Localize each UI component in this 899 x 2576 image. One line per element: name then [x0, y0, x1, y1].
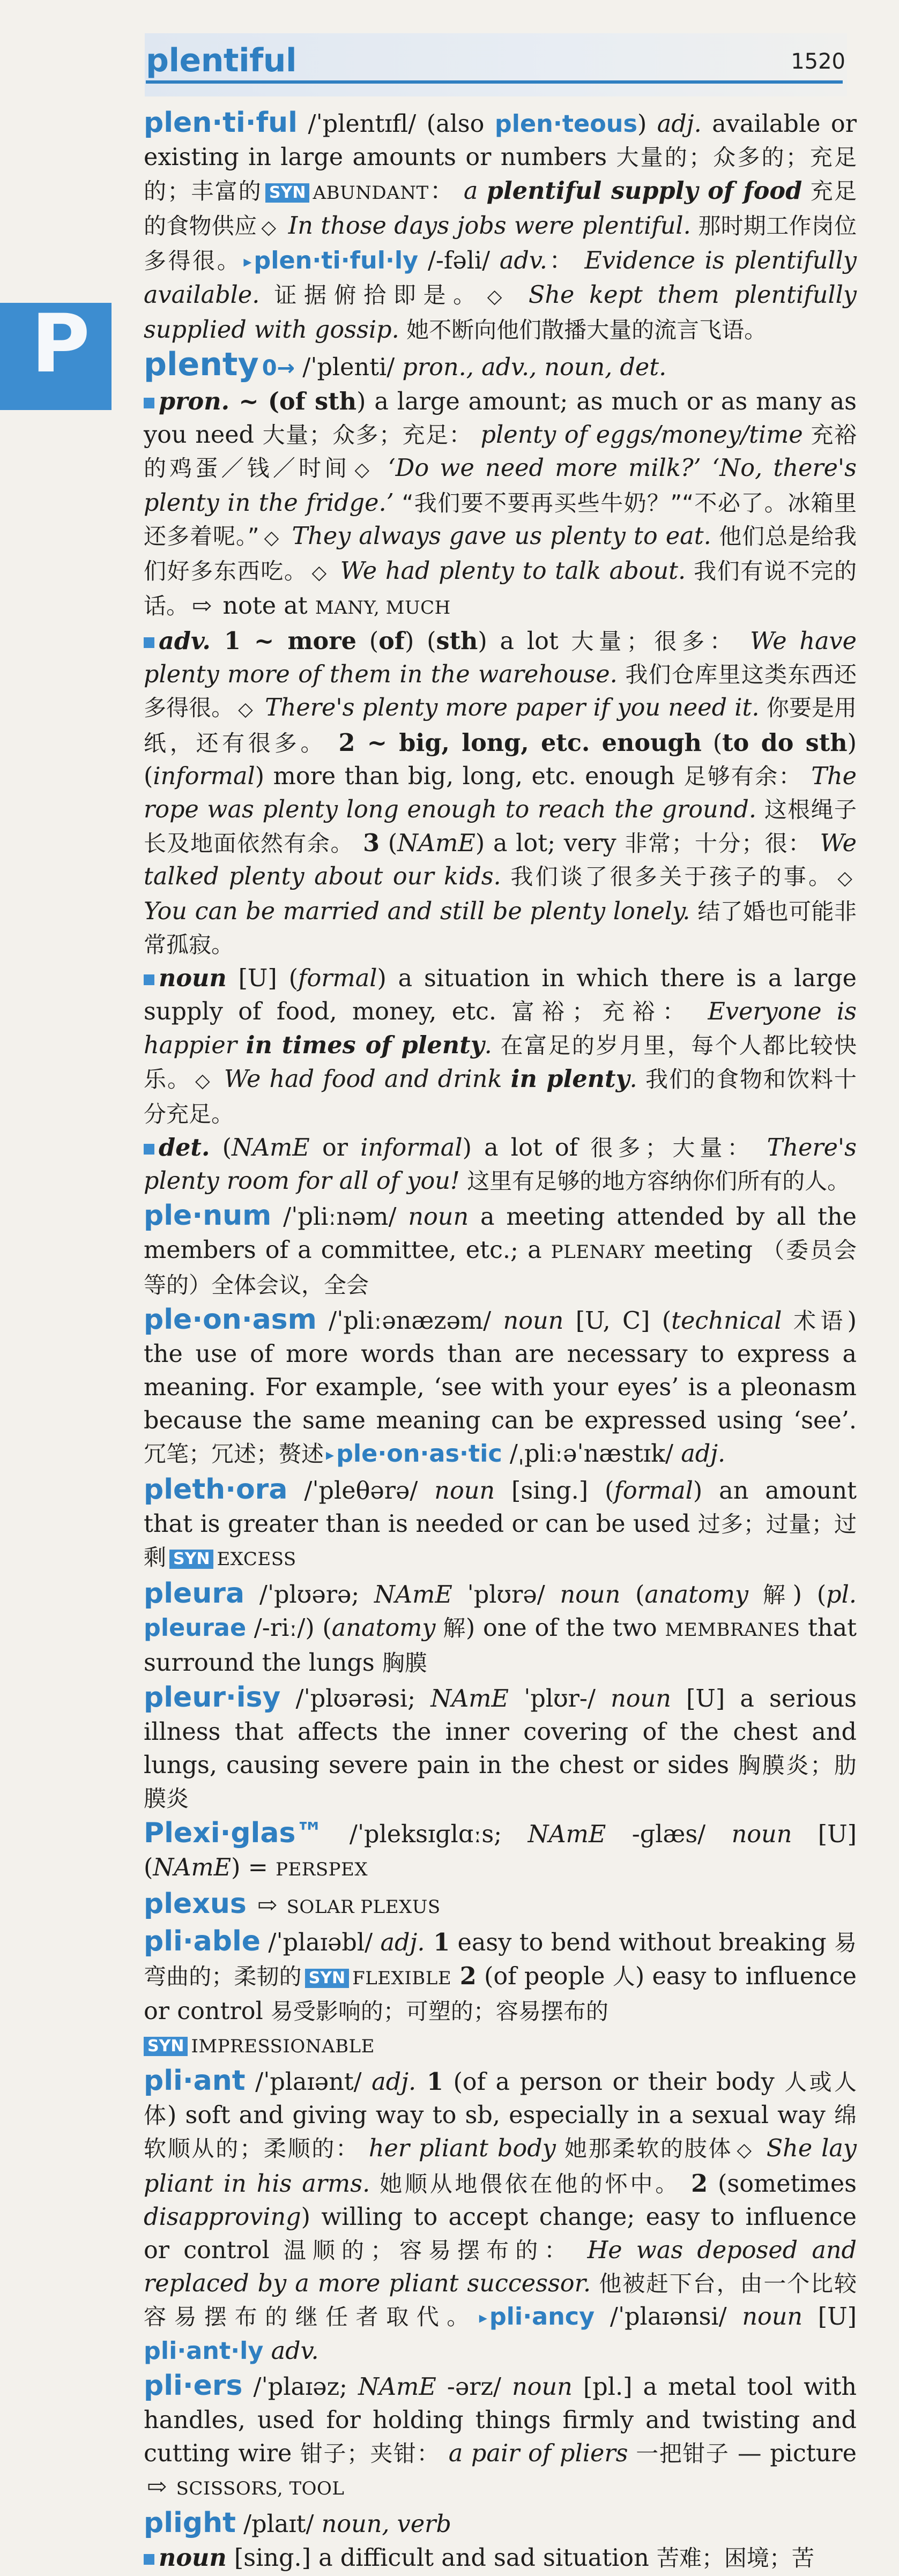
- sense-pron: [144, 385, 857, 624]
- headword: plight: [144, 2507, 236, 2539]
- derivative-marker-icon: ▸: [243, 252, 252, 271]
- region-label: NAmE: [430, 1685, 509, 1713]
- sense-marker-icon: [144, 1144, 154, 1155]
- derivative-marker-icon: ▸: [326, 1446, 335, 1464]
- example: a pair of pliers: [440, 2440, 628, 2467]
- region-label: NAmE: [358, 2373, 436, 2401]
- thumb-index-letter: P: [31, 297, 90, 391]
- text: or: [309, 1134, 361, 1162]
- part-of-speech: pron., adv., noun, det.: [402, 354, 667, 381]
- translation: 人或人体: [144, 2069, 857, 2128]
- part-of-speech: noun: [408, 1203, 469, 1231]
- definition: [U] a serious illness that affects the inner covering of the chest and lungs, causing severe pain in the chest or sides: [144, 1685, 857, 1779]
- synonym-word: FLEXIBLE: [352, 1968, 452, 1989]
- entry-pleura: [144, 1577, 857, 1680]
- derivative-marker-icon: ▸: [479, 2309, 487, 2327]
- entry-plexiglas: [144, 1816, 857, 1886]
- sense-number: 1: [210, 627, 241, 655]
- headword: pli·able: [144, 1925, 261, 1957]
- headword: pleur·isy: [144, 1681, 281, 1714]
- entry-plenty: [144, 348, 857, 1198]
- translation: 术语: [782, 1308, 848, 1334]
- example-separator: ◇: [238, 698, 253, 720]
- translation: 一把钳子: [628, 2440, 730, 2467]
- entry-plenum: [144, 1199, 857, 1302]
- text: /ˈpleksɪɡlɑːs;: [323, 1821, 528, 1848]
- region-label: NAmE: [232, 1134, 310, 1162]
- example: We had food and drink: [215, 1066, 511, 1093]
- translation: （委员会等的）全体会议，全会: [144, 1237, 857, 1298]
- sense-marker-icon: [144, 637, 154, 648]
- headword: pleth·ora: [144, 1473, 288, 1506]
- text: [U, C] (: [563, 1307, 672, 1335]
- part-of-speech: noun: [742, 2303, 803, 2331]
- text: ) (: [144, 729, 857, 790]
- definition: ) a lot of: [462, 1134, 591, 1162]
- example: He was deposed and replaced by a more pliant successor.: [144, 2237, 857, 2297]
- part-of-speech: adj.: [657, 110, 702, 138]
- example: There's plenty more paper if you need it.: [257, 694, 760, 721]
- text: /ˈplenti/: [295, 354, 403, 381]
- region-label: NAmE: [527, 1821, 606, 1848]
- headword: pli·ant: [144, 2065, 246, 2097]
- part-of-speech: pron.: [159, 388, 230, 415]
- guide-word: plentiful: [146, 42, 297, 79]
- headword: ple·on·asm: [144, 1304, 317, 1336]
- part-of-speech: noun: [560, 1581, 621, 1609]
- entry-pleurisy: [144, 1681, 857, 1815]
- translation: 胸膜: [382, 1650, 427, 1676]
- cross-reference-arrow-icon: ⇨: [192, 592, 212, 620]
- region-label: NAmE: [374, 1581, 452, 1609]
- synonym-word: IMPRESSIONABLE: [191, 2036, 375, 2057]
- definition: ) a lot: [478, 628, 571, 655]
- headword: Plexi·glas™: [144, 1817, 324, 1849]
- sense-number: 2: [451, 1962, 477, 1990]
- text: (: [380, 830, 398, 857]
- text: (: [620, 1581, 645, 1609]
- example: She kept them plentifully supplied with gossip.: [144, 281, 857, 344]
- example: .: [629, 1066, 637, 1093]
- sense-noun: [144, 962, 857, 1131]
- cross-reference: MANY, MUCH: [315, 597, 451, 619]
- translation: 苦难；困境；苦: [656, 2545, 814, 2571]
- text: /ˈplaɪənt/: [245, 2068, 372, 2096]
- text: /ˈplʊərəsi;: [280, 1685, 431, 1713]
- translation: 很多；大量：: [590, 1135, 755, 1161]
- example-separator: ◇: [487, 286, 510, 308]
- synonym-badge: SYN: [169, 1550, 213, 1569]
- definition: ) easy to influence or control: [144, 1963, 857, 2025]
- translation: 大量；众多；充足：: [262, 422, 472, 448]
- translation: 那时期工作岗位多得很。: [144, 213, 857, 274]
- cross-reference-arrow-icon: ⇨: [147, 2473, 167, 2500]
- translation: 充裕的鸡蛋／钱／时间: [144, 422, 857, 481]
- translation: 充足的食物供应: [144, 178, 857, 239]
- grammar-pattern: of sth: [279, 388, 357, 415]
- translation: 你要是用纸，还有很多。: [144, 695, 857, 756]
- text: /ˈpliːənæzəm/: [316, 1307, 503, 1335]
- translation: 我们谈了很多关于孩子的事。: [501, 863, 834, 890]
- page-number: 1520: [791, 49, 845, 74]
- example-separator: ◇: [837, 867, 852, 889]
- example: We talked plenty about our kids.: [144, 830, 857, 890]
- headword: pleura: [144, 1577, 245, 1610]
- translation: 钳子；夹钳：: [300, 2440, 441, 2467]
- translation: “我们要不要再买些牛奶？”“不必了。冰箱里还多着呢。”: [144, 490, 857, 549]
- derivative-headword: pli·ancy: [489, 2303, 595, 2331]
- grammar-pattern: sth: [436, 627, 478, 655]
- example: We have plenty more of them in the warehouse.: [144, 628, 857, 688]
- translation: 胸膜炎；肋膜炎: [144, 1752, 857, 1812]
- subject-label: anatomy: [644, 1581, 749, 1609]
- grammar-label: pl.: [826, 1581, 857, 1609]
- cross-reference: PERSPEX: [276, 1859, 368, 1880]
- translation: 大量的；众多的；充足的；丰富的: [144, 144, 857, 204]
- part-of-speech: noun, verb: [321, 2511, 451, 2538]
- text: [U] (: [144, 1821, 857, 1881]
- translation: 非常；十分；很：: [625, 830, 812, 857]
- entry-column: [144, 106, 857, 2575]
- translation: 解: [435, 1615, 466, 1641]
- part-of-speech: adj.: [681, 1440, 726, 1468]
- text: ˈplʊrə/: [452, 1581, 560, 1609]
- example: plenty of eggs/money/time: [472, 421, 803, 449]
- entry-pliers: [144, 2369, 857, 2505]
- entry-plexus: [144, 1887, 857, 1924]
- text: -ərz/: [436, 2373, 512, 2401]
- definition: that surround the lungs: [144, 1614, 857, 1677]
- translation: 结了婚也可能非常孤寂。: [144, 898, 857, 958]
- headword: plenty: [144, 346, 259, 383]
- entry-plethora: [144, 1473, 857, 1576]
- translation: 冗笔；冗述；赘述: [144, 1441, 324, 1467]
- translation: 她不断向他们散播大量的流言飞语。: [399, 317, 767, 343]
- sense-adv: [144, 624, 857, 962]
- part-of-speech: noun: [611, 1685, 671, 1713]
- example: There's plenty room for all of you!: [144, 1134, 857, 1195]
- text: ：: [428, 177, 464, 205]
- definition: [pl.] a metal tool with handles, used for holding things firmly and twisting and cutting wire: [144, 2373, 857, 2467]
- translation: 过多；过量；过剩: [144, 1511, 857, 1570]
- definition: (of a person or their body: [443, 2068, 785, 2096]
- text: [sing.] (: [495, 1477, 614, 1505]
- example: .: [484, 1032, 492, 1059]
- grammar-pattern: of: [378, 627, 405, 655]
- example: a: [463, 177, 487, 205]
- example-separator: ◇: [263, 527, 280, 549]
- part-of-speech: noun: [731, 1821, 792, 1848]
- text: note at: [215, 592, 315, 620]
- definition: ) a lot; very: [475, 830, 625, 857]
- synonym-word: EXCESS: [217, 1548, 296, 1570]
- sense-marker-icon: [144, 974, 154, 985]
- synonym-word: ABUNDANT: [313, 182, 429, 204]
- translation: 证据俯拾即是。: [259, 282, 483, 308]
- part-of-speech: noun: [434, 1477, 495, 1505]
- register-label: informal: [360, 1134, 463, 1162]
- translation: 大量；很多：: [571, 628, 738, 654]
- text: [U]: [803, 2303, 857, 2331]
- text: /ˈplaɪənsi/: [595, 2303, 742, 2331]
- text: [U] (: [226, 965, 298, 992]
- derivative-headword: ple·on·as·tic: [336, 1440, 502, 1468]
- headword: pli·ers: [144, 2370, 243, 2402]
- translation: 绵软顺从的；柔顺的：: [144, 2102, 857, 2162]
- text: (: [701, 729, 723, 757]
- definition: ) an amount that is greater than is needed or can be used: [144, 1477, 857, 1538]
- translation: 他被赶下台，由一个比较容易摆布的继任者取代。: [144, 2270, 857, 2330]
- text: /ˌpliːəˈnæstɪk/: [502, 1440, 681, 1468]
- translation: 解: [748, 1582, 793, 1608]
- example-separator: ◇: [354, 459, 373, 481]
- part-of-speech: adv.: [271, 2337, 319, 2365]
- text: ) (: [404, 628, 436, 655]
- translation: 易受影响的；可塑的；容易摆布的: [270, 1998, 608, 2024]
- text: — picture: [729, 2440, 857, 2467]
- text: /ˈplaɪəbl/: [261, 1929, 381, 1956]
- sense-number: 2: [326, 729, 355, 757]
- translation: 易弯曲的；柔韧的: [144, 1930, 857, 1990]
- part-of-speech: adv.: [499, 247, 547, 274]
- example: You can be married and still be plenty lonely.: [144, 898, 690, 925]
- part-of-speech: adv.: [159, 627, 211, 655]
- sense-det: [144, 1131, 857, 1198]
- derivative-headword: plen·ti·ful·ly: [254, 247, 419, 274]
- example: She lay pliant in his arms.: [144, 2135, 857, 2198]
- text: (: [210, 1134, 232, 1162]
- translation: 我们有说不完的话。: [144, 558, 857, 619]
- part-of-speech: noun: [159, 964, 227, 992]
- example-collocation: in times of plenty: [246, 1031, 485, 1059]
- text: /-riː/) (: [246, 1614, 332, 1642]
- text: /ˈplʊərə;: [244, 1581, 375, 1609]
- definition: ) the use of more words than are necessary to express a meaning. For example, ‘see with your eyes’ is a pleonasm because the same meaning can be expressed using ‘see’.: [144, 1307, 857, 1434]
- translation: 这根绳子长及地面依然有余。: [144, 796, 857, 857]
- part-of-speech: noun: [512, 2373, 573, 2401]
- text: ) =: [231, 1854, 276, 1881]
- text: ：: [547, 247, 585, 274]
- definition: ) a situation in which there is a large supply of food, money, etc.: [144, 965, 857, 1025]
- entry-pleonasm: [144, 1303, 857, 1472]
- cross-reference: SCISSORS, TOOL: [170, 2478, 345, 2499]
- part-of-speech: noun: [159, 2544, 227, 2572]
- definition: ) one of the two: [465, 1614, 665, 1642]
- definition: ) a large amount; as much or as many as you need: [144, 388, 857, 449]
- cross-reference: PLENARY: [551, 1241, 645, 1263]
- sense-marker-icon: [144, 2554, 154, 2565]
- example-separator: ◇: [261, 217, 277, 239]
- cross-reference-arrow-icon: ⇨: [257, 1892, 278, 1919]
- example-separator: ◇: [195, 1070, 211, 1092]
- part-of-speech: noun: [503, 1307, 564, 1335]
- key-word-icon: 0→: [262, 356, 295, 381]
- text: ˈplʊr-/: [508, 1685, 611, 1713]
- example: We had plenty to talk about.: [331, 557, 686, 585]
- example: her pliant body: [359, 2135, 556, 2162]
- text: meeting: [644, 1237, 762, 1264]
- headword: ple·num: [144, 1200, 272, 1232]
- sense-number: 3: [354, 829, 380, 857]
- translation: 在富足的岁月里，每个人都比较快乐。: [144, 1032, 857, 1092]
- sense-number: 1: [425, 1929, 450, 1956]
- text: /plaɪt/: [235, 2511, 322, 2538]
- region-label: NAmE: [397, 830, 475, 857]
- text: /-fəli/: [418, 247, 500, 274]
- register-label: formal: [614, 1477, 693, 1505]
- definition: (of people: [476, 1963, 613, 1990]
- derivative-headword: pli·ant·ly: [144, 2337, 264, 2365]
- header-rule: [146, 80, 843, 84]
- example: ‘Do we need more milk?’ ‘No, there's plenty in the fridge.’: [144, 455, 857, 517]
- definition: available or existing in large amounts or numbers: [144, 110, 857, 171]
- synonym-badge: SYN: [305, 1969, 349, 1988]
- text: /ˈpliːnəm/: [271, 1203, 408, 1231]
- text: /ˈplentɪfl/ (also: [298, 110, 495, 138]
- region-label: NAmE: [153, 1854, 232, 1881]
- text: -ɡlæs/: [606, 1821, 732, 1848]
- headword: plexus: [144, 1888, 247, 1920]
- part-of-speech: adj.: [372, 2068, 417, 2096]
- register-label: formal: [298, 965, 377, 992]
- definition: easy to bend without breaking: [450, 1929, 834, 1956]
- cross-reference: MEMBRANES: [665, 1619, 800, 1641]
- example: Evidence is plentifully available.: [144, 247, 857, 309]
- example-collocation: plentiful supply of food: [486, 177, 803, 205]
- grammar-pattern: ~ big, long, etc. enough: [355, 729, 702, 757]
- subject-label: anatomy: [331, 1614, 436, 1642]
- text: (: [356, 628, 379, 655]
- cross-reference: SOLAR PLEXUS: [280, 1896, 441, 1918]
- sense-noun: [144, 2541, 857, 2575]
- synonym-badge: SYN: [265, 183, 309, 203]
- translation: 足够有余：: [683, 763, 803, 790]
- translation: 我们仓库里这类东西还多得很。: [144, 661, 857, 721]
- translation: 人: [612, 1963, 635, 1990]
- definition: ) soft and giving way to sb, especially in a sexual way: [167, 2102, 834, 2129]
- translation: 这里有足够的地方容纳你们所有的人。: [459, 1168, 850, 1194]
- example: In those days jobs were plentiful.: [280, 212, 691, 240]
- sense-number: 2: [680, 2170, 708, 2198]
- text: /ˈplaɪəz;: [242, 2373, 359, 2401]
- definition: ) willing to accept change; easy to influence or control: [144, 2203, 857, 2264]
- translation: 她那柔软的肢体: [555, 2135, 733, 2162]
- text: ~ (: [229, 388, 279, 415]
- headword: plen·ti·ful: [144, 107, 298, 139]
- synonym-badge: SYN: [144, 2037, 188, 2056]
- definition: a meeting attended by all the members of a committee, etc.; a: [144, 1203, 857, 1264]
- translation: 我们的食物和饮料十分充足。: [144, 1066, 857, 1127]
- text: /ˈpleθərə/: [287, 1477, 435, 1505]
- grammar-pattern: ~ more: [240, 627, 356, 655]
- variant-headword: plen·teous: [494, 110, 637, 138]
- example-collocation: in plenty: [510, 1065, 630, 1093]
- definition: ) more than big, long, etc. enough: [255, 763, 684, 790]
- definition: [sing.] a difficult and sad situation: [226, 2544, 657, 2572]
- translation: 温顺的；容易摆布的：: [283, 2237, 574, 2264]
- text: [263, 2337, 271, 2365]
- text: (sometimes: [708, 2170, 857, 2198]
- example-separator: ◇: [737, 2139, 753, 2161]
- example: They always gave us plenty to eat.: [284, 523, 711, 550]
- entry-plight: [144, 2506, 857, 2575]
- part-of-speech: adj.: [380, 1929, 425, 1956]
- entry-plentiful: [144, 106, 857, 347]
- sense-marker-icon: [144, 398, 154, 408]
- translation: 她顺从地偎依在他的怀中。: [370, 2171, 680, 2197]
- text: ) (: [792, 1581, 827, 1609]
- entry-pliant: [144, 2064, 857, 2368]
- register-label: technical: [671, 1307, 782, 1335]
- example: Everyone is happier: [144, 998, 857, 1059]
- translation: 富裕；充裕：: [511, 999, 693, 1025]
- sense-number: 1: [416, 2068, 443, 2096]
- grammar-pattern: to do sth: [722, 729, 848, 757]
- text: ): [637, 110, 657, 138]
- entry-pliable: [144, 1925, 857, 2063]
- plural-form: pleurae: [144, 1614, 247, 1642]
- register-label: informal: [153, 763, 255, 790]
- part-of-speech: det.: [159, 1134, 210, 1162]
- translation: 他们总是给我们好多东西吃。: [144, 523, 857, 584]
- register-label: disapproving: [144, 2203, 301, 2231]
- example-separator: ◇: [311, 562, 328, 584]
- example: The rope was plenty long enough to reach the ground.: [144, 763, 857, 823]
